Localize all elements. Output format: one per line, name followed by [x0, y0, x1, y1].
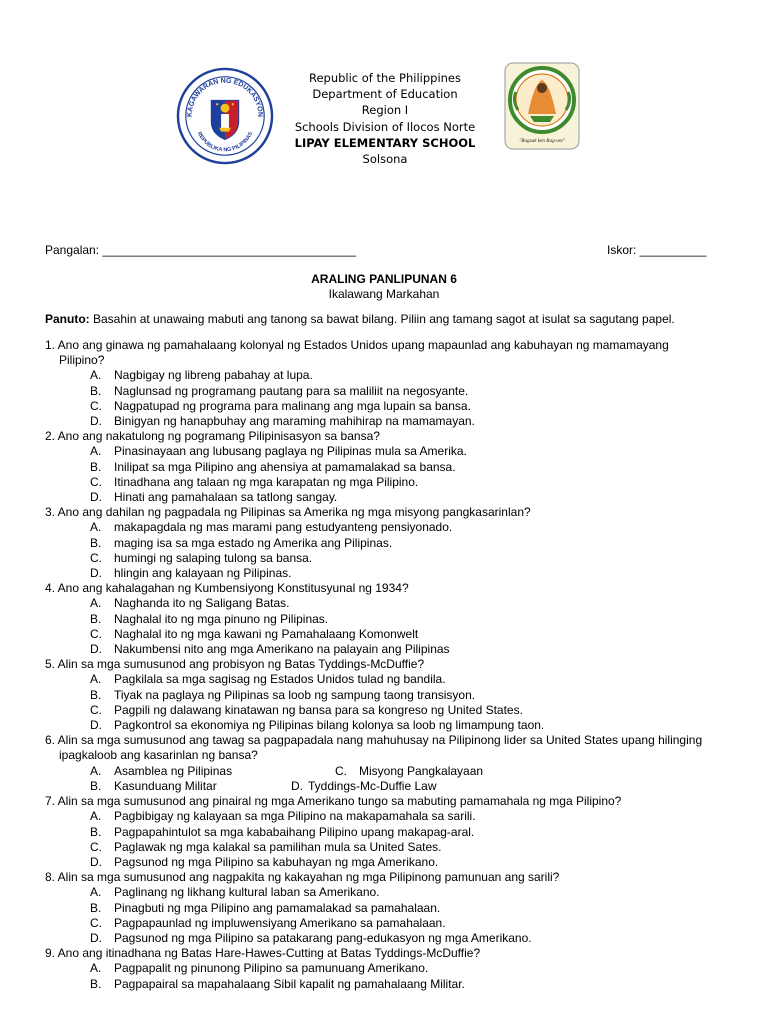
question-text: 3. Ano ang dahilan ng pagpadala ng Pilipinas sa Amerika ng mga misyong pangkasarinlan? [45, 505, 531, 520]
subject-title: ARALING PANLIPUNAN 6 [311, 272, 457, 286]
choice-a[interactable] [45, 368, 735, 383]
choice-letter: C. [90, 626, 102, 641]
choice-text: hlingin ang kalayaan ng Pilipinas. [114, 566, 292, 581]
question-text: 7. Alin sa mga sumusunod ang pinairal ng mga Amerikano tungo sa mabuting pamamahala ng mga Pilipino? [45, 794, 622, 809]
question-2 [45, 429, 735, 505]
choice-b[interactable] [45, 536, 735, 551]
question-text: 9. Ano ang itinadhana ng Batas Hare-Hawes-Cutting at Batas Tyddings-McDuffie? [45, 946, 481, 961]
choice-letter: D. [291, 778, 303, 793]
choice-text: Pagpili ng dalawang kinatawan ng bansa para sa kongreso ng United States. [114, 702, 523, 717]
choice-text: Pagpapairal sa mapahalaang Sibil kapalit ng pamahalaang Militar. [114, 976, 465, 991]
choice-letter: B. [90, 976, 102, 991]
question-text: 1. Ano ang ginawa ng pamahalaang kolonyal ng Estados Unidos upang mapaunlad ang kabuhayan ng mamamayang [45, 338, 669, 352]
question-3 [45, 505, 735, 581]
choice-d[interactable] [45, 855, 735, 870]
choice-text: Pinagbuti ng mga Pilipino ang pamamalakad sa pamahalaan. [114, 900, 441, 915]
choice-text: makapagdala ng mas marami pang estudyanteng pensiyonado. [114, 520, 453, 535]
question-text: 2. Ano ang nakatulong ng pogramang Pilipinisasyon sa bansa? [45, 429, 380, 444]
question-text: 8. Alin sa mga sumusunod ang nagpakita ng kakayahan ng mga Pilipinong pamunuan ang sarili? [45, 870, 560, 885]
choice-letter: C. [90, 550, 102, 565]
choice-b[interactable] [45, 825, 735, 840]
seal-bottom-text: REPUBLIKA NG PILIPINAS [195, 131, 255, 154]
choice-letter: A. [90, 368, 102, 383]
choice-letter: A. [90, 809, 102, 824]
choice-letter: C. [90, 474, 102, 489]
choice-b[interactable] [90, 779, 291, 794]
choice-text: Pinasinayaan ang lubusang paglaya ng Pilipinas mula sa Amerika. [114, 444, 467, 459]
choice-letter: C. [90, 915, 102, 930]
choice-text: Kasunduang Militar [114, 778, 217, 793]
header-school-name: LIPAY ELEMENTARY SCHOOL [294, 135, 476, 150]
question-7 [45, 794, 735, 870]
choice-text: Pagsunod ng mga Pilipino sa patakarang pang-edukasyon ng mga Amerikano. [114, 930, 532, 945]
choice-text: Naghalal ito ng mga pinuno ng Pilipinas. [114, 611, 329, 626]
choice-text: Naghalal ito ng mga kawani ng Pamahalaang Komonwelt [114, 626, 419, 641]
choice-b[interactable] [45, 460, 735, 475]
choice-d[interactable] [291, 779, 437, 794]
choice-text: Hinati ang pamahalaan sa tatlong sangay. [114, 490, 338, 505]
choice-a[interactable] [45, 520, 735, 535]
choice-b[interactable] [45, 612, 735, 627]
choice-a[interactable] [45, 809, 735, 824]
choice-d[interactable] [45, 566, 735, 581]
choice-text: Pagbibigay ng kalayaan sa mga Pilipino na makapamahala sa sarili. [114, 809, 476, 824]
choice-a[interactable] [45, 596, 735, 611]
question-8 [45, 870, 735, 946]
choice-text: Pagpapalit ng pinunong Pilipino sa pamunuang Amerikano. [114, 961, 429, 976]
choice-text: Itinadhana ang talaan ng mga karapatan ng mga Pilipino. [114, 474, 419, 489]
header-republic: Republic of the Philippines [308, 71, 462, 85]
choice-letter: A. [90, 672, 102, 687]
question-text-cont: Pilipino? [59, 353, 105, 368]
choice-a[interactable] [45, 444, 735, 459]
question-4 [45, 581, 735, 657]
choice-text: Asamblea ng Pilipinas [114, 763, 233, 778]
choice-text: Naghanda ito ng Saligang Batas. [114, 596, 290, 611]
directions [45, 312, 675, 326]
directions-label: Panuto: [45, 312, 90, 326]
choice-letter: D. [90, 490, 102, 505]
choice-row-2 [45, 779, 735, 794]
choice-a[interactable] [45, 961, 735, 976]
choice-b[interactable] [45, 384, 735, 399]
choice-c[interactable] [45, 399, 735, 414]
choice-c[interactable] [45, 475, 735, 490]
choice-letter: D. [90, 414, 102, 429]
choice-letter: D. [90, 642, 102, 657]
choice-b[interactable] [45, 977, 735, 992]
question-list [45, 338, 735, 992]
choice-text: Nagbigay ng libreng pabahay at lupa. [114, 368, 313, 383]
choice-letter: A. [90, 444, 102, 459]
name-field[interactable]: Pangalan: ______________________________________ [45, 243, 356, 257]
choice-c[interactable] [45, 703, 735, 718]
question-text: 4. Ano ang kahalagahan ng Kumbensiyong Konstitusyunal ng 1934? [45, 581, 409, 596]
choice-b[interactable] [45, 688, 735, 703]
choice-letter: B. [90, 687, 102, 702]
choice-letter: B. [90, 900, 102, 915]
choice-text: Paglawak ng mga kalakal sa pamilihan mula sa United Sates. [114, 839, 442, 854]
question-text-cont: ipagkaloob ang kasarinlan ng bansa? [59, 748, 258, 763]
choice-text: Pagkontrol sa ekonomiya ng Pilipinas bilang kolonya sa loob ng limampung taon. [114, 718, 545, 733]
choice-letter: C. [335, 763, 347, 778]
question-text: 5. Alin sa mga sumusunod ang probisyon ng Batas Tyddings-McDuffie? [45, 657, 425, 672]
choice-text: Naglunsad ng programang pautang para sa maliliit na negosyante. [114, 383, 469, 398]
choice-text: Pagpapahintulot sa mga kababaihang Pilipino upang makapag-aral. [114, 824, 475, 839]
choice-text: Tyddings-Mc-Duffie Law [308, 778, 437, 793]
question-6 [45, 733, 735, 794]
question-text: 6. Alin sa mga sumusunod ang tawag sa pagpapadala nang mahuhusay na Pilipinong lider sa United States upang hilinging [45, 733, 703, 748]
choice-letter: A. [90, 520, 102, 535]
choice-letter: B. [90, 459, 102, 474]
choice-letter: D. [90, 930, 102, 945]
choice-text: Nagpatupad ng programa para malinang ang mga lupain sa bansa. [114, 398, 471, 413]
choice-c[interactable] [45, 551, 735, 566]
header-municipality: Solsona [362, 152, 408, 167]
choice-letter: B. [90, 383, 102, 398]
choice-letter: A. [90, 763, 102, 778]
school-header [270, 70, 500, 167]
choice-row-1 [45, 764, 735, 779]
choice-letter: D. [90, 854, 102, 869]
quarter-subtitle: Ikalawang Markahan [328, 287, 440, 301]
choice-c[interactable] [45, 627, 735, 642]
choice-text: Misyong Pangkalayaan [359, 763, 484, 778]
question-1 [45, 338, 735, 429]
choice-text: Pagsunod ng mga Pilipino sa kabuhayan ng mga Amerikano. [114, 854, 439, 869]
choice-text: maging isa sa mga estado ng Amerika ang Pilipinas. [114, 535, 393, 550]
header-region: Region I [361, 103, 409, 118]
choice-letter: D. [90, 566, 102, 581]
choice-a[interactable] [45, 672, 735, 687]
division-seal-logo [504, 62, 580, 150]
choice-d[interactable] [45, 490, 735, 505]
choice-letter: A. [90, 596, 102, 611]
score-field[interactable]: Iskor: __________ [607, 243, 707, 257]
choice-text: humingi ng salaping tulong sa bansa. [114, 550, 313, 565]
choice-text: Binigyan ng hanapbuhay ang maraming mahihirap na mamamayan. [114, 414, 475, 429]
header-division: Schools Division of Ilocos Norte [294, 119, 476, 134]
choice-c[interactable] [45, 840, 735, 855]
choice-letter: A. [90, 961, 102, 976]
question-9 [45, 946, 735, 992]
question-5 [45, 657, 735, 733]
choice-text: Pagpapaunlad ng impluwensiyang Amerikano sa pamahalaan. [114, 915, 446, 930]
choice-letter: C. [90, 398, 102, 413]
choice-d[interactable] [45, 718, 735, 733]
directions-text: Basahin at unawaing mabuti ang tanong sa bawat bilang. Piliin ang tamang sagot at isulat sa sagutang papel. [89, 312, 675, 326]
division-motto: "Ragsak ken Rag-om" [519, 138, 565, 144]
choice-a[interactable] [90, 764, 335, 779]
choice-d[interactable] [45, 414, 735, 429]
choice-letter: D. [90, 718, 102, 733]
choice-text: Pagkilala sa mga sagisag ng Estados Unidos tulad ng bandila. [114, 672, 446, 687]
choice-letter: B. [90, 778, 102, 793]
choice-letter: B. [90, 824, 102, 839]
choice-letter: A. [90, 885, 102, 900]
choice-c[interactable] [45, 916, 735, 931]
choice-letter: C. [90, 839, 102, 854]
choice-a[interactable] [45, 885, 735, 900]
choice-text: Nakumbensi nito ang mga Amerikano na palayain ang Pilipinas [114, 642, 450, 657]
choice-c[interactable] [335, 764, 483, 779]
deped-seal-logo [176, 67, 274, 165]
choice-text: Inilipat sa mga Pilipino ang ahensiya at pamamalakad sa bansa. [114, 459, 456, 474]
choice-letter: B. [90, 535, 102, 550]
choice-text: Tiyak na paglaya ng Pilipinas sa loob ng sampung taong transisyon. [114, 687, 476, 702]
choice-b[interactable] [45, 901, 735, 916]
choice-letter: C. [90, 702, 102, 717]
header-department: Department of Education [312, 87, 458, 102]
choice-text: Paglinang ng likhang kultural laban sa Amerikano. [114, 885, 380, 900]
choice-d[interactable] [45, 931, 735, 946]
choice-d[interactable] [45, 642, 735, 657]
seal-top-text: KAGAWARAN NG EDUKASYON [186, 77, 264, 118]
choice-letter: B. [90, 611, 102, 626]
